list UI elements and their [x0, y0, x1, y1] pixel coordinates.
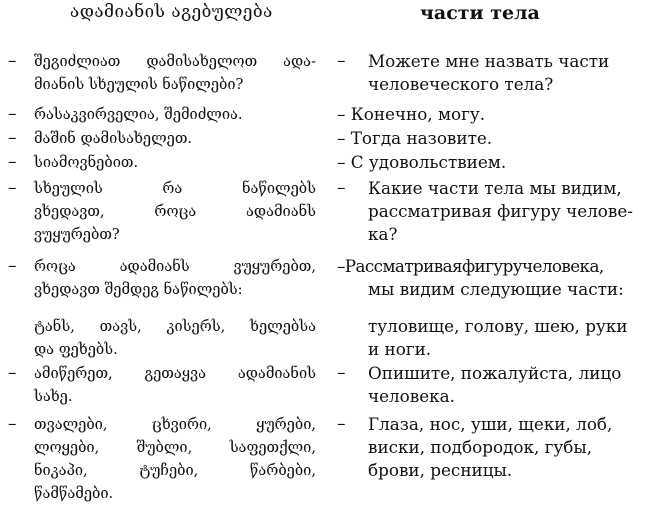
ka-line: მაშინ დამისახელეთ.	[34, 130, 193, 147]
ru-text	[368, 315, 650, 361]
ka-line: ნიკაპი, ტუჩები, წარბები,	[34, 462, 316, 479]
ka-line: თვალები, ცხვირი, ყურები,	[34, 416, 316, 433]
ru-text	[337, 151, 650, 174]
ka-line: შეგიძლიათ დამისახელოთ ადა-	[34, 53, 316, 70]
ka-dash: –	[8, 178, 17, 198]
ka-dash: –	[8, 104, 17, 124]
ru-dash: –	[337, 51, 346, 71]
ru-text	[368, 50, 650, 96]
ka-text	[34, 362, 316, 408]
ka-dash: –	[8, 363, 17, 383]
ka-line: სახე.	[34, 388, 73, 405]
ka-line: მიანის სხეულის ნაწილები?	[34, 76, 244, 93]
ru-dash: –	[337, 414, 346, 434]
ru-dash: –	[337, 363, 346, 383]
ka-dash: –	[8, 152, 17, 172]
ru-line: – Тогда назовите.	[337, 128, 493, 148]
ru-line: человеческого тела?	[368, 74, 554, 94]
ru-line: –Рассматриваяфигуручеловека,	[337, 256, 604, 276]
georgian-column-title: ადამიანის აგებულება	[70, 2, 273, 22]
ka-text	[34, 103, 316, 126]
ka-text	[34, 315, 316, 361]
ka-line: ვხედავთ, როცა ადამიანს	[34, 203, 316, 220]
ka-dash: –	[8, 256, 17, 276]
ru-line: Опишите, пожалуйста, лицо	[368, 363, 622, 383]
ru-line: Какие части тела мы видим,	[368, 178, 622, 198]
ru-line: ка?	[368, 224, 398, 244]
ru-line: рассматривая фигуру челове-	[368, 201, 633, 221]
ka-text	[34, 413, 316, 505]
ru-line: Можете мне назвать части	[368, 51, 610, 71]
ka-line: ვუყურებთ?	[34, 226, 120, 243]
ka-line: ტანს, თავს, კისერს, ხელებსა	[34, 318, 316, 335]
ka-line: სხეულის რა ნაწილებს	[34, 180, 316, 197]
ru-text	[337, 103, 650, 126]
ka-line: რასაკვირველია, შემიძლია.	[34, 106, 243, 123]
ka-text	[34, 177, 316, 246]
ru-line: человека.	[368, 386, 455, 406]
ka-line: სიამოვნებით.	[34, 154, 139, 171]
ru-text	[368, 177, 650, 246]
ka-line: ამიწერეთ, გეთაყვა ადამიანის	[34, 365, 316, 382]
ka-text	[34, 50, 316, 96]
ru-line: мы видим следующие части:	[368, 279, 624, 299]
ru-text	[337, 127, 650, 150]
ru-line: Глаза, нос, уши, щеки, лоб,	[368, 414, 613, 434]
ru-line: и ноги.	[368, 339, 432, 359]
ka-text	[34, 255, 316, 301]
ru-line: – Конечно, могу.	[337, 104, 486, 124]
ru-line: туловище, голову, шею, руки	[368, 316, 628, 336]
ka-text	[34, 151, 316, 174]
ru-text	[368, 362, 650, 408]
ru-text	[368, 413, 650, 482]
ka-line: ვხედავთ შემდეგ ნაწილებს:	[34, 281, 243, 298]
ru-line: брови, ресницы.	[368, 460, 513, 480]
ka-dash: –	[8, 414, 17, 434]
ka-dash: –	[8, 51, 17, 71]
ka-dash: –	[8, 128, 17, 148]
ka-line: ლოყები, შუბლი, საფეთქლი,	[34, 439, 316, 456]
russian-column-title: части тела	[420, 2, 540, 24]
ru-dash: –	[337, 178, 346, 198]
ru-line: виски, подбородок, губы,	[368, 437, 593, 457]
ka-text	[34, 127, 316, 150]
ka-line: როცა ადამიანს ვუყურებთ,	[34, 258, 316, 275]
ru-text	[337, 255, 650, 301]
ka-line: და ფეხებს.	[34, 341, 118, 358]
ru-line: – С удовольствием.	[337, 152, 507, 172]
ka-line: წამწამები.	[34, 485, 114, 502]
